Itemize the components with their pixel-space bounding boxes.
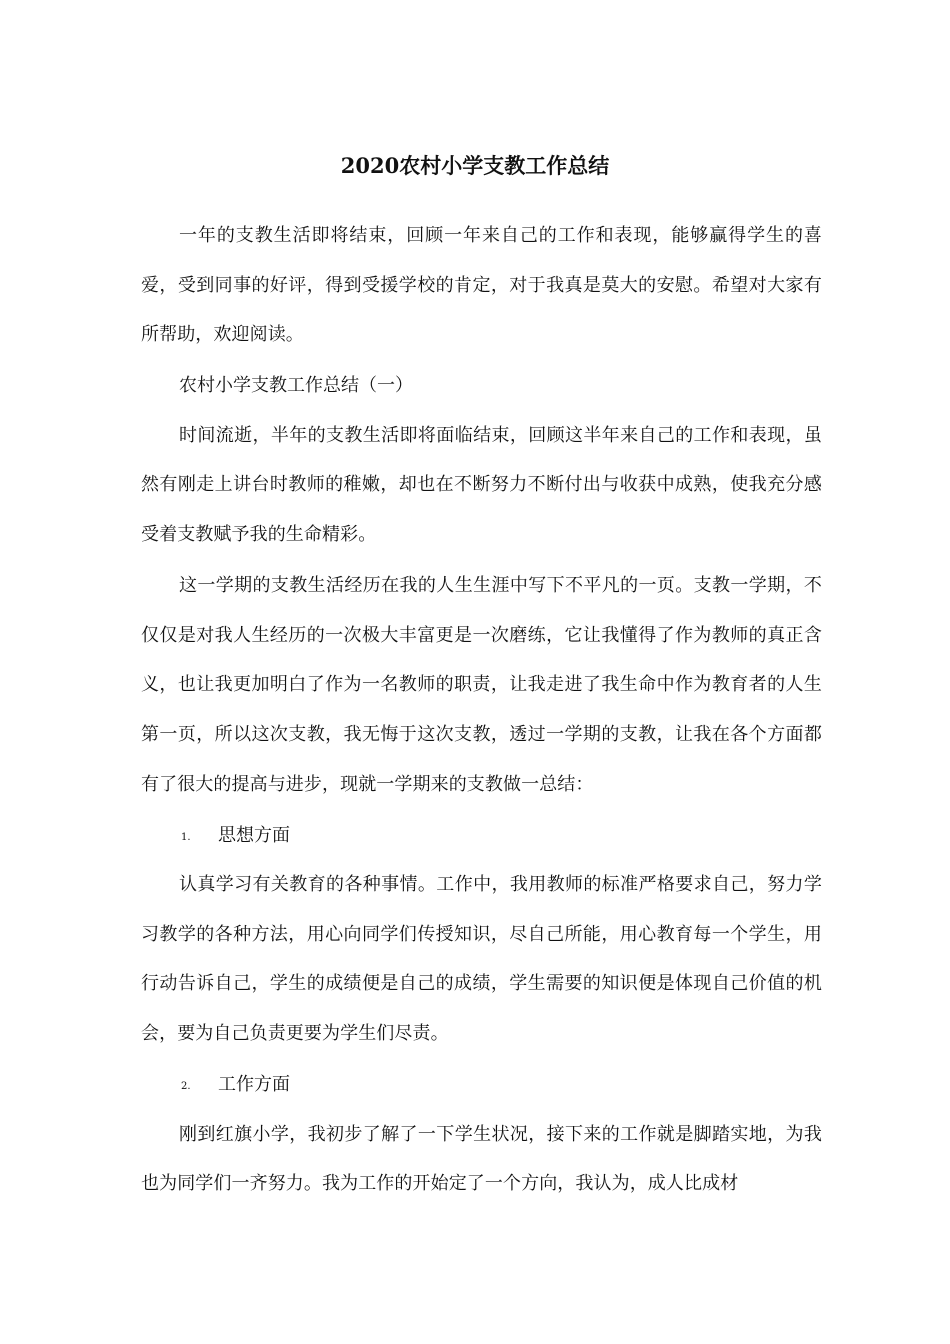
paragraph-1: 时间流逝，半年的支教生活即将面临结束，回顾这半年来自己的工作和表现，虽然有刚走上讲台时教师的稚嫩，却也在不断努力不断付出与收获中成熟，使我充分感受着支教赋予我的生命精彩。 bbox=[141, 424, 822, 546]
list-item-thought bbox=[141, 811, 822, 861]
list-label: 工作方面 bbox=[218, 1074, 290, 1096]
paragraph-2: 这一学期的支教生活经历在我的人生生涯中写下不平凡的一页。支教一学期，不仅仅是对我人生经历的一次极大丰富更是一次磨练，它让我懂得了作为教师的真正含义，也让我更加明白了作为一名教师的职责，让我走进了我生命中作为教育者的人生第一页，所以这次支教，我无悔于这次支教，透过一学期的支教，让我在各个方面都有了很大的提高与进步，现就一学期来的支教做一总结： bbox=[141, 575, 822, 795]
section-title: 农村小学支教工作总结（一） bbox=[179, 375, 413, 397]
document-title: 2020农村小学支教工作总结 bbox=[340, 153, 610, 178]
list-item-work bbox=[141, 1060, 822, 1110]
document-body bbox=[141, 211, 822, 1210]
list-number: 2. bbox=[181, 1081, 191, 1093]
paragraph-3: 认真学习有关教育的各种事情。工作中，我用教师的标准严格要求自己，努力学习教学的各种方法，用心向同学们传授知识，尽自己所能，用心教育每一个学生，用行动告诉自己，学生的成绩便是自己的成绩，学生需要的知识便是体现自己价值的机会，要为自己负责更要为学生们尽责。 bbox=[141, 874, 822, 1044]
list-label: 思想方面 bbox=[218, 824, 290, 846]
list-number: 1. bbox=[181, 831, 191, 843]
paragraph-4: 刚到红旗小学，我初步了解了一下学生状况，接下来的工作就是脚踏实地，为我也为同学们一齐努力。我为工作的开始定了一个方向，我认为，成人比成材 bbox=[141, 1123, 822, 1195]
intro-paragraph: 一年的支教生活即将结束，回顾一年来自己的工作和表现，能够赢得学生的喜爱，受到同事的好评，得到受援学校的肯定，对于我真是莫大的安慰。希望对大家有所帮助，欢迎阅读。 bbox=[141, 225, 822, 346]
